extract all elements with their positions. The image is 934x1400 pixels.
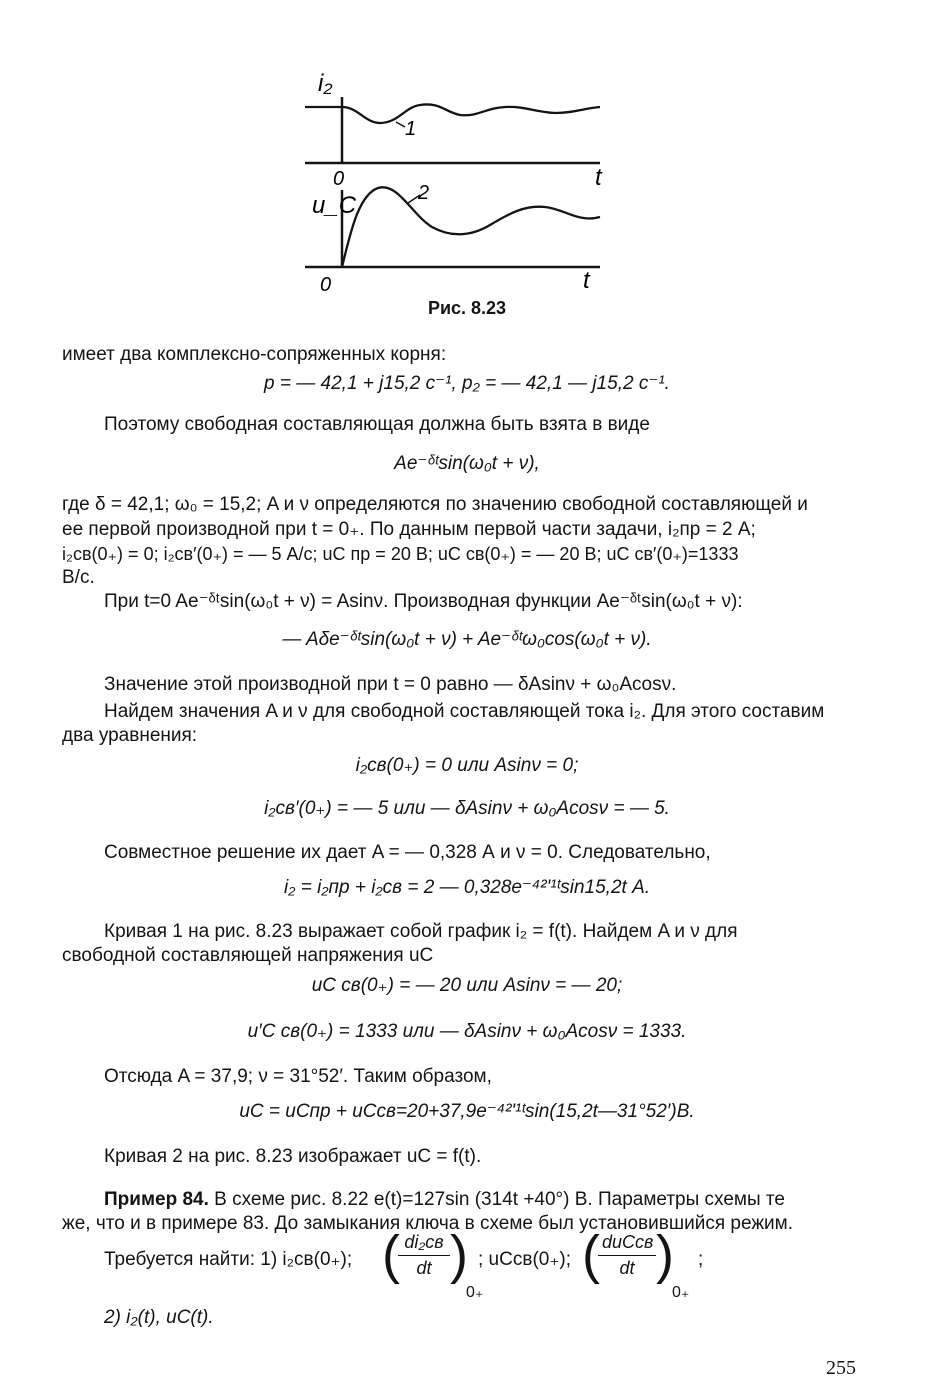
equation-line: i₂ = i₂пр + i₂св = 2 — 0,328e⁻⁴²'¹ᵗsin15,2t А. xyxy=(283,877,651,898)
top-axis-label: i₂ xyxy=(318,70,333,97)
equation-line: u′C св(0₊) = 1333 или — δAsinν + ω₀Acosν = 1333. xyxy=(247,1021,687,1042)
text-line: имеет два комплексно-сопряженных корня: xyxy=(62,344,447,365)
text-line: два уравнения: xyxy=(62,725,198,746)
fraction-subscript: 0₊ xyxy=(466,1284,484,1301)
text-line: 2) i₂(t), uC(t). xyxy=(104,1307,214,1328)
text-line: Значение этой производной при t = 0 равно — δAsinν + ω₀Acosν. xyxy=(104,674,677,695)
equation-line: i₂св(0₊) = 0 или Asinν = 0; xyxy=(355,755,579,776)
text-line: При t=0 Ae⁻ᵟᵗsin(ω₀t + ν) = Asinν. Производная функции Ae⁻ᵟᵗsin(ω₀t + ν): xyxy=(104,591,743,612)
left-paren: ( xyxy=(582,1225,600,1285)
requirement-text: ; xyxy=(698,1249,704,1270)
curve-1 xyxy=(305,104,600,123)
right-paren: ) xyxy=(450,1225,468,1285)
bottom-zero-label: 0 xyxy=(320,274,332,296)
equation-line: uC = uCпр + uCсв=20+37,9e⁻⁴²'¹ᵗsin(15,2t—31°52′)В. xyxy=(239,1101,695,1122)
requirement-text: ; uCсв(0₊); xyxy=(478,1249,571,1270)
equation-line: Ae⁻ᵟᵗsin(ω₀t + ν), xyxy=(394,453,540,474)
left-paren: ( xyxy=(382,1225,400,1285)
text-line: Найдем значения A и ν для свободной составляющей тока i₂. Для этого составим xyxy=(104,701,825,722)
curve-2-label: 2 xyxy=(418,182,430,204)
page-number: 255 xyxy=(826,1357,856,1379)
equation-line: uC св(0₊) = — 20 или Asinν = — 20; xyxy=(311,975,623,996)
example-label: Пример 84. xyxy=(104,1189,209,1210)
fraction-numerator: duCсв xyxy=(598,1232,656,1256)
fraction-duc xyxy=(598,1232,656,1279)
top-t-label: t xyxy=(595,164,602,191)
text-line: Поэтому свободная составляющая должна быть взята в виде xyxy=(104,414,650,435)
equation-line: p = — 42,1 + j15,2 c⁻¹, p₂ = — 42,1 — j15,2 c⁻¹. xyxy=(264,373,670,394)
text-line: ее первой производной при t = 0₊. По данным первой части задачи, i₂пр = 2 А; xyxy=(62,519,756,540)
figure-caption: Рис. 8.23 xyxy=(427,298,507,318)
fraction-denominator: dt xyxy=(619,1258,635,1278)
text-line: свободной составляющей напряжения uC xyxy=(62,945,434,966)
top-zero-label: 0 xyxy=(333,168,345,190)
curve-1-leader xyxy=(396,122,405,127)
text-line: Отсюда A = 37,9; ν = 31°52′. Таким образом, xyxy=(104,1066,492,1087)
text-line: i₂св(0₊) = 0; i₂св′(0₊) = — 5 А/с; uC пр = 20 В; uC св(0₊) = — 20 В; uC св′(0₊)=1333 xyxy=(62,544,739,564)
equation-line: i₂св′(0₊) = — 5 или — δAsinν + ω₀Acosν = — 5. xyxy=(264,798,670,819)
bottom-t-label: t xyxy=(583,267,590,294)
example-paragraph xyxy=(104,1188,785,1212)
fraction-subscript: 0₊ xyxy=(672,1284,690,1301)
text-line: Кривая 1 на рис. 8.23 выражает собой график i₂ = f(t). Найдем A и ν для xyxy=(104,921,738,942)
right-paren: ) xyxy=(656,1225,674,1285)
curve-1-label: 1 xyxy=(405,118,417,140)
text-line: Кривая 2 на рис. 8.23 изображает uC = f(t). xyxy=(104,1146,482,1167)
text-line: В/с. xyxy=(62,567,95,588)
bottom-axis-label: u_C xyxy=(312,192,357,219)
text-line: же, что и в примере 83. До замыкания ключа в схеме был установившийся режим. xyxy=(62,1213,793,1234)
fraction-denominator: dt xyxy=(416,1258,432,1278)
text-line: где δ = 42,1; ω₀ = 15,2; A и ν определяются по значению свободной составляющей и xyxy=(62,494,808,515)
text-line: В схеме рис. 8.22 e(t)=127sin (314t +40°) В. Параметры схемы те xyxy=(214,1189,785,1210)
fraction-numerator: di₂св xyxy=(398,1232,450,1256)
fraction-di2 xyxy=(398,1232,450,1279)
text-line: Совместное решение их дает A = — 0,328 А и ν = 0. Следовательно, xyxy=(104,842,711,863)
equation-line: — Aδe⁻ᵟᵗsin(ω₀t + ν) + Ae⁻ᵟᵗω₀cos(ω₀t + ν). xyxy=(282,629,652,650)
requirement-text: Требуется найти: 1) i₂св(0₊); xyxy=(104,1249,353,1270)
curve-2 xyxy=(342,187,600,267)
